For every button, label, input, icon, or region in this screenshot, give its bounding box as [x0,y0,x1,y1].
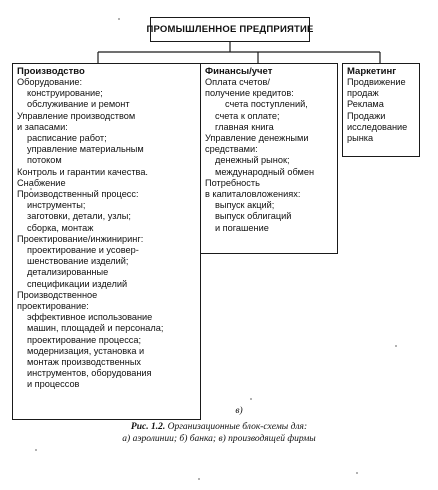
department-item: в капиталовложениях: [205,189,301,200]
department-items [205,77,333,234]
scan-speck [250,398,252,400]
figure-caption-subtitle: а) аэролинии; б) банка; в) производящей фирмы [122,434,316,444]
department-item: исследование [347,121,408,132]
figure-number: Рис. 1.2. [130,422,166,432]
department-item: эффективное использование [27,312,153,323]
department-item: Продажи [347,110,386,121]
scan-speck [395,345,397,347]
scan-speck [356,472,358,474]
department-item: Продвижение [347,77,406,87]
department-item: потоком [27,155,62,166]
department-item: рынка [347,133,374,144]
department-item: выпуск акций; [215,200,275,211]
department-title: Финансы/учет [205,66,273,77]
scan-speck [118,18,120,20]
department-item: Проектирование/инжиниринг: [17,233,144,244]
department-item: Производственное [17,289,98,300]
figure-sublabel: в) [235,406,243,416]
department-item: проектирование: [17,301,89,312]
scan-speck [30,188,32,190]
department-production [12,63,201,420]
department-item: проектирование процесса; [27,334,142,345]
department-item: счета поступлений, [225,99,308,110]
department-item: конструирование; [27,88,103,99]
department-item: и процессов [27,379,80,390]
department-item: счета к оплате; [215,110,280,121]
department-item: обслуживание и ремонт [27,99,130,110]
department-item: Управление производством [17,110,136,121]
root-title: ПРОМЫШЛЕННОЕ ПРЕДПРИЯТИЕ [146,24,314,35]
department-item: детализированные [27,267,109,278]
department-item: инструменты; [27,200,86,211]
department-item: получение кредитов: [205,88,294,99]
root-node [146,17,314,42]
department-item: Реклама [347,99,384,110]
department-item: денежный рынок; [215,155,290,166]
department-item: Оплата счетов/ [205,77,270,87]
department-item: модернизация, установка и [27,345,145,356]
department-item: управление материальным [27,144,144,155]
department-item: машин, площадей и персонала; [27,323,164,334]
department-item: монтаж производственных [27,357,142,368]
figure-title: Организационные блок-схемы для: [167,422,308,432]
department-item: проектирование и усовер- [27,245,139,256]
department-item: средствами: [205,144,258,155]
department-item: Снабжение [17,177,66,188]
department-item: Управление денежными [205,133,309,144]
department-item: главная книга [215,121,274,132]
department-items [17,77,196,391]
department-item: заготовки, детали, узлы; [27,211,131,222]
department-item: Потребность [205,177,260,188]
department-item: Контроль и гарантии качества. [17,166,148,177]
scan-speck [35,449,37,451]
department-item: сборка, монтаж [27,222,94,233]
department-item: продаж [347,88,379,99]
scan-speck [198,478,200,480]
department-item: Производственный процесс: [17,189,139,200]
department-marketing [342,63,420,157]
department-item: шенствование изделий; [27,256,129,267]
department-title: Производство [17,66,85,77]
department-items [347,77,415,144]
figure-caption-title [0,422,438,433]
department-item: и погашение [215,222,269,233]
department-item: инструментов, оборудования [27,368,152,379]
department-item: расписание работ; [27,133,107,144]
department-item: международный обмен [215,166,315,177]
department-item: спецификации изделий [27,278,128,289]
department-finance [200,63,338,254]
department-item: выпуск облигаций [215,211,292,222]
department-title: Маркетинг [347,66,397,77]
department-item: и запасами: [17,121,68,132]
department-item: Оборудование: [17,77,83,87]
